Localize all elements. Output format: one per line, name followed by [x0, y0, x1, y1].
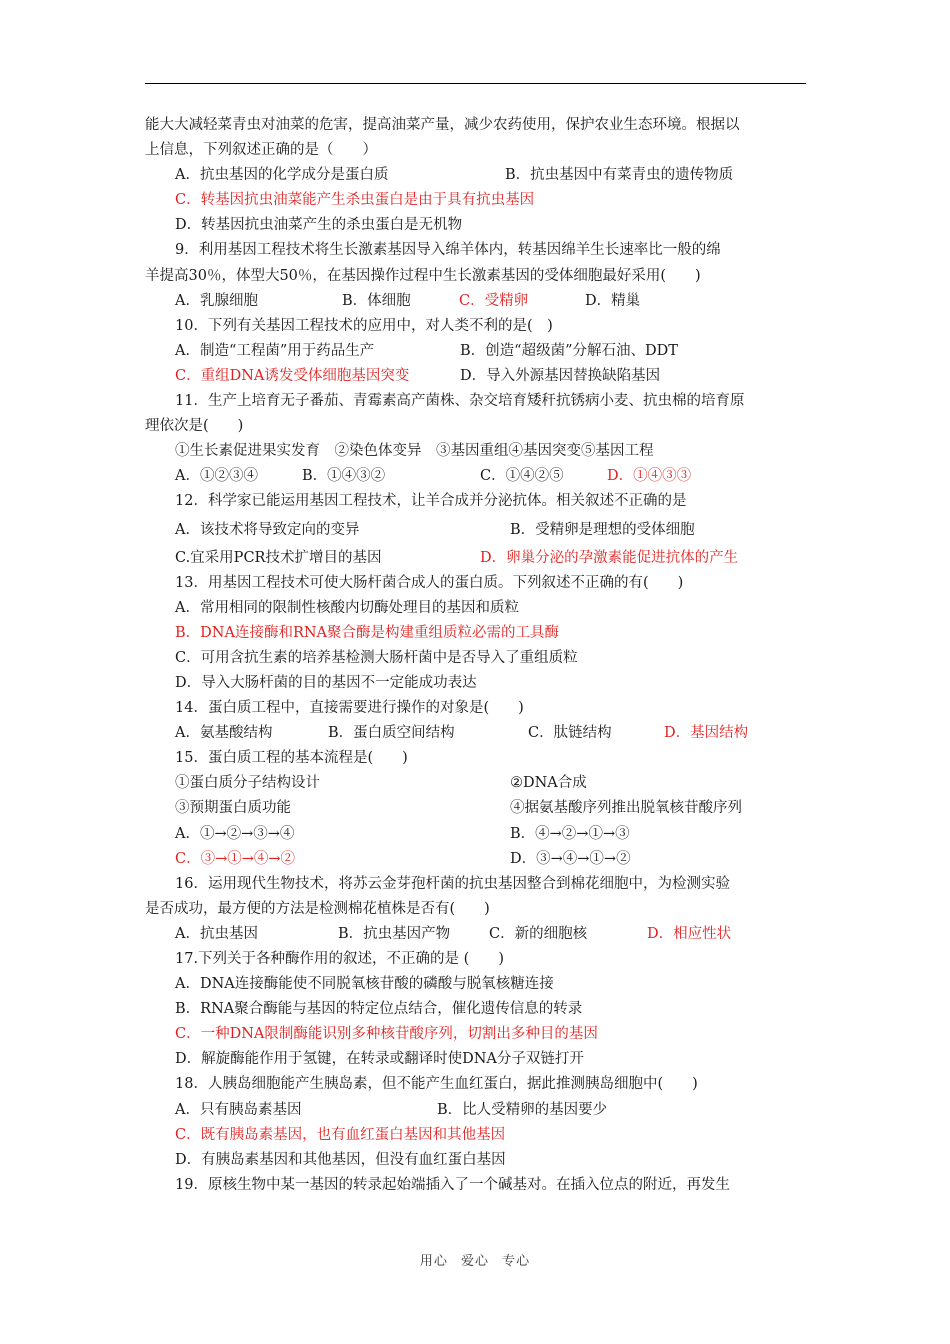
step-1: ①蛋白质分子结构设计 — [175, 775, 320, 792]
option-c: C．肽链结构 — [528, 725, 612, 742]
question-16-cont: 是否成功，最方便的方法是检测棉花植株是否有( ) — [145, 900, 490, 917]
question-13: 13．用基因工程技术可使大肠杆菌合成人的蛋白质。下列叙述不正确的有( ) — [175, 574, 684, 591]
option-b: B．创造“超级菌”分解石油、DDT — [460, 342, 678, 359]
option-b: B．比人受精卵的基因要少 — [437, 1101, 608, 1118]
option-d: D．③→④→①→② — [510, 850, 631, 867]
option-row — [145, 796, 810, 821]
question-18: 18．人胰岛细胞能产生胰岛素，但不能产生血红蛋白，据此推测胰岛细胞中( ) — [175, 1076, 698, 1093]
option-row — [145, 922, 810, 947]
answer-option: C．一种DNA限制酶能识别多种核苷酸序列，切割出多种目的基因 — [175, 1026, 598, 1043]
answer-option: D．①④③③ — [607, 468, 692, 485]
answer-option: C．③→①→④→② — [175, 850, 296, 867]
option-b: B．受精卵是理想的受体细胞 — [510, 521, 695, 538]
option-row — [145, 822, 810, 847]
option-row — [145, 847, 810, 872]
step-3: ③预期蛋白质功能 — [175, 800, 291, 817]
option-row — [145, 1098, 810, 1123]
option-c: C．①④②⑤ — [480, 468, 564, 485]
header-rule — [145, 83, 806, 84]
text-line: 能大大减轻菜青虫对油菜的危害，提高油菜产量，减少农药使用，保护农业生态环境。根据以 — [145, 117, 740, 133]
option-b: B．抗虫基因中有菜青虫的遗传物质 — [505, 167, 734, 184]
option-b: B．蛋白质空间结构 — [328, 725, 455, 742]
option-a: A．DNA连接酶能使不同脱氧核苷酸的磷酸与脱氧核糖连接 — [175, 976, 554, 993]
question-9-cont: 羊提高30％，体型大50％，在基因操作过程中生长激素基因的受体细胞最好采用( ) — [145, 267, 701, 284]
option-b: B．①④③② — [302, 468, 386, 485]
option-a: A．抗虫基因 — [175, 925, 258, 942]
footer-word: 专心 — [502, 1254, 531, 1269]
question-19: 19．原核生物中某一基因的转录起始端插入了一个碱基对。在插入位点的附近，再发生 — [175, 1176, 730, 1193]
step-2: ②DNA合成 — [510, 775, 587, 792]
answer-option: C．转基因抗虫油菜能产生杀虫蛋白是由于具有抗虫基因 — [175, 192, 535, 209]
option-b: B．④→②→①→③ — [510, 825, 630, 842]
option-a: A．乳腺细胞 — [175, 292, 258, 309]
option-d: D．有胰岛素基因和其他基因，但没有血红蛋白基因 — [175, 1151, 506, 1168]
question-12: 12．科学家已能运用基因工程技术，让羊合成并分泌抗体。相关叙述不正确的是 — [175, 493, 687, 510]
page-footer — [0, 1250, 950, 1269]
option-row — [145, 364, 810, 389]
question-9: 9．利用基因工程技术将生长激素基因导入绵羊体内，转基因绵羊生长速率比一般的绵 — [175, 242, 721, 259]
question-14: 14．蛋白质工程中，直接需要进行操作的对象是( ) — [175, 700, 524, 717]
option-b: B．抗虫基因产物 — [338, 925, 451, 942]
option-d: D．导入外源基因替换缺陷基因 — [460, 367, 661, 384]
option-c: C.宜采用PCR技术扩增目的基因 — [175, 549, 382, 566]
option-c: C．新的细胞核 — [489, 925, 588, 942]
question-11-cont: 理依次是( ) — [145, 418, 244, 435]
footer-word: 用心 — [419, 1254, 448, 1269]
answer-option: D．相应性状 — [647, 925, 732, 942]
step-4: ④据氨基酸序列推出脱氧核苷酸序列 — [510, 800, 742, 817]
answer-option: B．DNA连接酶和RNA聚合酶是构建重组质粒必需的工具酶 — [175, 624, 560, 641]
question-15: 15．蛋白质工程的基本流程是( ) — [175, 750, 408, 767]
question-11: 11．生产上培育无子番茄、青霉素高产菌株、杂交培育矮秆抗锈病小麦、抗虫棉的培育原 — [175, 393, 745, 410]
option-b: B．体细胞 — [342, 292, 411, 309]
option-c: C．可用含抗生素的培养基检测大肠杆菌中是否导入了重组质粒 — [175, 649, 578, 666]
option-row — [145, 289, 810, 314]
answer-option: C．既有胰岛素基因，也有血红蛋白基因和其他基因 — [175, 1126, 506, 1143]
footer-word: 爱心 — [460, 1254, 489, 1269]
option-b: B．RNA聚合酶能与基因的特定位点结合，催化遗传信息的转录 — [175, 1001, 583, 1018]
option-row — [145, 163, 810, 188]
option-a: A．抗虫基因的化学成分是蛋白质 — [175, 167, 389, 184]
option-row — [145, 515, 810, 546]
option-a: A．制造“工程菌”用于药品生产 — [175, 342, 375, 359]
question-10: 10．下列有关基因工程技术的应用中，对人类不利的是( ) — [175, 317, 553, 334]
option-row — [145, 771, 810, 796]
option-a: A．常用相同的限制性核酸内切酶处理目的基因和质粒 — [175, 599, 519, 616]
option-a: A．①→②→③→④ — [175, 825, 295, 842]
option-a: A．只有胰岛素基因 — [175, 1101, 302, 1118]
option-d: D．导入大肠杆菌的目的基因不一定能成功表达 — [175, 674, 477, 691]
question-16: 16．运用现代生物技术，将苏云金芽孢杆菌的抗虫基因整合到棉花细胞中，为检测实验 — [175, 875, 730, 892]
option-row — [145, 339, 810, 364]
option-d: D．转基因抗虫油菜产生的杀虫蛋白是无机物 — [175, 217, 463, 234]
answer-option: D．卵巢分泌的孕激素能促进抗体的产生 — [480, 549, 739, 566]
option-row — [145, 464, 810, 489]
option-d: D．精巢 — [585, 292, 641, 309]
option-a: A．氨基酸结构 — [175, 725, 273, 742]
text-line: 上信息，下列叙述正确的是（ ） — [145, 142, 377, 159]
option-row — [145, 721, 810, 746]
option-a: A．①②③④ — [175, 468, 258, 485]
answer-option: C．重组DNA诱发受体细胞基因突变 — [175, 367, 410, 384]
answer-option: D．基因结构 — [664, 725, 749, 742]
option-d: D．解旋酶能作用于氢键，在转录或翻译时使DNA分子双链打开 — [175, 1051, 584, 1068]
answer-option: C．受精卵 — [459, 292, 529, 309]
option-row — [145, 546, 810, 571]
question-11-items: ①生长素促进果实发育 ②染色体变异 ③基因重组④基因突变⑤基因工程 — [175, 443, 654, 460]
option-a: A．该技术将导致定向的变异 — [175, 521, 360, 538]
document-body — [145, 113, 810, 1198]
question-17: 17.下列关于各种酶作用的叙述，不正确的是 ( ) — [175, 951, 504, 967]
